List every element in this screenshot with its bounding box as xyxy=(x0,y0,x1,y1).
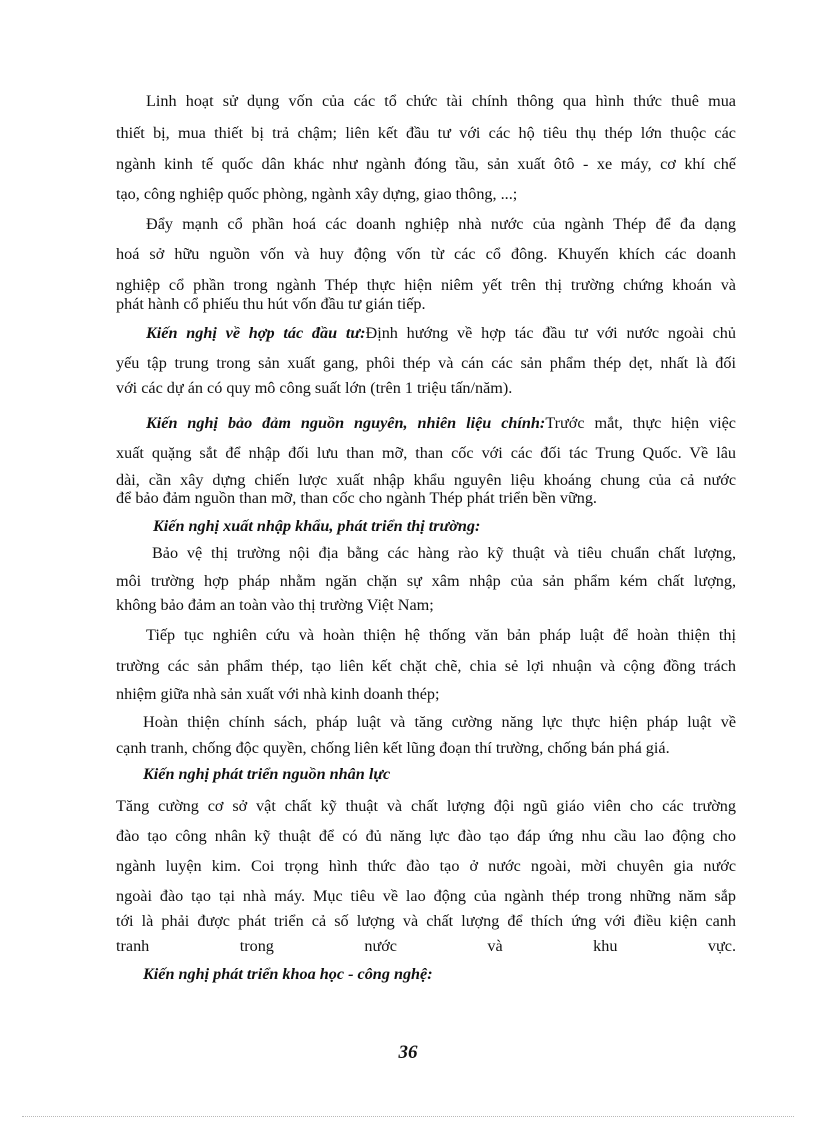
body-text-line: ngành kinh tế quốc dân khác như ngành đóng tầu, sản xuất ôtô - xe máy, cơ khí chế xyxy=(116,155,736,173)
body-text-line: Tiếp tục nghiên cứu và hoàn thiện hệ thống văn bản pháp luật để hoàn thiện thị xyxy=(146,626,736,644)
body-text-line: nhiệm giữa nhà sản xuất với nhà kinh doanh thép; xyxy=(116,685,440,703)
body-text-line: phát hành cổ phiếu thu hút vốn đầu tư gián tiếp. xyxy=(116,295,426,313)
body-text-line: ngành luyện kim. Coi trọng hình thức đào tạo ở nước ngoài, mời chuyên gia nước xyxy=(116,857,736,875)
heading-materials: Kiến nghị bảo đảm nguồn nguyên, nhiên liệu chính: xyxy=(146,414,546,432)
body-text-line: môi trường hợp pháp nhằm ngăn chặn sự xâm nhập của sản phẩm kém chất lượng, xyxy=(116,572,736,590)
heading-science: Kiến nghị phát triển khoa học - công nghệ: xyxy=(143,965,433,983)
body-text-line: tranh trong nước và khu vực. xyxy=(116,937,736,955)
body-text-line: yếu tập trung trong sản xuất gang, phôi thép và cán các sản phẩm thép dẹt, nhất là đối xyxy=(116,354,736,372)
body-text-line: tới là phải được phát triển cả số lượng và chất lượng để thích ứng với điều kiện canh xyxy=(116,912,736,930)
body-text-line: ngoài đào tạo tại nhà máy. Mục tiêu về lao động của ngành thép trong những năm sắp xyxy=(116,887,736,905)
heading-investment: Kiến nghị về hợp tác đầu tư: xyxy=(146,324,366,342)
body-text-line: Tăng cường cơ sở vật chất kỹ thuật và chất lượng đội ngũ giáo viên cho các trường xyxy=(116,797,736,815)
body-text-line: đào tạo công nhân kỹ thuật để có đủ năng lực đào tạo đáp ứng nhu cầu lao động cho xyxy=(116,827,736,845)
paragraph-investment xyxy=(146,323,736,343)
body-text-line: xuất quặng sắt để nhập đối lưu than mỡ, than cốc với các đối tác Trung Quốc. Về lâu xyxy=(116,444,736,462)
heading-hr: Kiến nghị phát triển nguồn nhân lực xyxy=(143,765,391,783)
body-text-line: Hoàn thiện chính sách, pháp luật và tăng cường năng lực thực hiện pháp luật về xyxy=(143,713,736,731)
body-text-line: hoá sở hữu nguồn vốn và huy động vốn từ các cổ đông. Khuyến khích các doanh xyxy=(116,245,736,263)
body-text-line: để bảo đảm nguồn than mỡ, than cốc cho ngành Thép phát triển bền vững. xyxy=(116,489,597,507)
page-number: 36 xyxy=(398,1042,418,1063)
body-text-line: thiết bị, mua thiết bị trả chậm; liên kết đầu tư với các hộ tiêu thụ thép lớn thuộc các xyxy=(116,124,736,142)
body-text-line: tạo, công nghiệp quốc phòng, ngành xây dựng, giao thông, ...; xyxy=(116,185,518,203)
body-text-line: dài, cần xây dựng chiến lược xuất nhập khẩu nguyên liệu khoáng chung của cả nước xyxy=(116,471,736,489)
body-text-line: Linh hoạt sử dụng vốn của các tổ chức tài chính thông qua hình thức thuê mua xyxy=(146,92,736,110)
body-text-line: Bảo vệ thị trường nội địa bằng các hàng rào kỹ thuật và tiêu chuẩn chất lượng, xyxy=(152,544,736,562)
body-text-inline: Trước mắt, thực hiện việc xyxy=(545,414,736,432)
body-text-line: với các dự án có quy mô công suất lớn (trên 1 triệu tấn/năm). xyxy=(116,379,513,397)
body-text-line: không bảo đảm an toàn vào thị trường Việt Nam; xyxy=(116,596,434,614)
body-text-line: trường các sản phẩm thép, tạo liên kết chặt chẽ, chia sẻ lợi nhuận và cộng đồng trách xyxy=(116,657,736,675)
body-text-line: cạnh tranh, chống độc quyền, chống liên kết lũng đoạn thí trường, chống bán phá giá. xyxy=(116,739,670,757)
footer-divider xyxy=(22,1116,794,1117)
body-text-line: nghiệp cổ phần trong ngành Thép thực hiện niêm yết trên thị trường chứng khoán và xyxy=(116,276,736,294)
paragraph-materials xyxy=(146,413,736,433)
body-text-inline: Định hướng về hợp tác đầu tư với nước ngoài chủ xyxy=(365,324,736,342)
heading-trade: Kiến nghị xuất nhập khẩu, phát triển thị trường: xyxy=(153,517,481,535)
body-text-line: Đẩy mạnh cổ phần hoá các doanh nghiệp nhà nước của ngành Thép để đa dạng xyxy=(146,215,736,233)
